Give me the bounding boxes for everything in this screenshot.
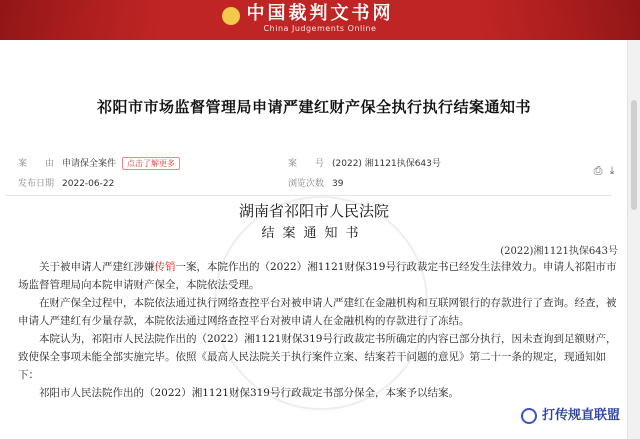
meta-date — [18, 176, 114, 189]
account-watermark — [521, 404, 620, 424]
site-logo[interactable] — [222, 0, 418, 40]
case-number: (2022)湘1121执保643号 — [500, 246, 618, 257]
document-type: 结案通知书 — [261, 226, 367, 241]
meta-cause — [18, 156, 180, 170]
scrollbar[interactable] — [627, 40, 640, 439]
meta-case-value: (2022) 湘1121执保643号 — [332, 159, 441, 169]
document-body — [18, 258, 618, 402]
learn-more-tag[interactable]: 点击了解更多 — [122, 157, 180, 170]
paragraph-3: 本院认为，祁阳市人民法院作出的（2022）湘1121财保319号行政裁定书所确定的内容已部分执行，因未查询到足额财产，致使保全事项未能全部实施完毕。依照《最高人民法院关于执行案件立案、结案若干问题的意见》第二十一条的规定，现通知如下： — [18, 333, 617, 381]
court-name: 湖南省祁阳市人民法院 — [238, 202, 389, 220]
watermark-text: 打传规直联盟 — [541, 408, 620, 423]
paragraph-4: 祁阳市人民法院作出的（2022）湘1121财保319号行政裁定书部分保全，本案予以结案。 — [39, 387, 459, 399]
site-subtitle: China Judgements Online — [263, 24, 377, 33]
paragraph-2: 在财产保全过程中，本院依法通过执行网络查控平台对被申请人严建红在金融机构和互联网银行的存款进行了查询。经查，被申请人严建红有少量存款，本院依法通过网络查控平台对被申请人在金融机构的存款进行了冻结。 — [18, 297, 617, 327]
meta-case-number — [288, 156, 441, 169]
banner-fold-left — [0, 0, 160, 40]
scrollbar-thumb[interactable] — [631, 100, 637, 210]
site-banner — [0, 0, 640, 40]
banner-fold-right — [480, 0, 640, 40]
meta-cause-value: 申请保全案件 — [62, 159, 117, 169]
meta-date-label: 发布日期 — [18, 179, 55, 189]
site-title: 中国裁判文书网 — [246, 3, 394, 24]
document-title: 祁阳市市场监督管理局申请严建红财产保全执行执行结案通知书 — [96, 98, 531, 116]
wechat-account-icon — [521, 408, 537, 424]
meta-views-value: 39 — [332, 179, 344, 189]
highlight-term: 传销 — [154, 261, 176, 273]
print-icon[interactable]: ⎙ — [593, 164, 603, 177]
meta-case-label: 案 号 — [288, 159, 325, 169]
meta-cause-label: 案 由 — [18, 159, 55, 169]
meta-views-label: 浏览次数 — [288, 179, 325, 189]
meta-date-value: 2022-06-22 — [62, 179, 115, 189]
paragraph-1: 关于被申请人严建红涉嫌传销一案，本院作出的（2022）湘1121财保319号行政裁定书已经发生法律效力。申请人祁阳市市场监督管理局向本院申请财产保全，本院依法受理。 — [18, 261, 617, 291]
court-emblem-icon — [222, 7, 240, 25]
download-icon[interactable]: ⤓ — [609, 164, 615, 177]
meta-views — [288, 176, 343, 189]
